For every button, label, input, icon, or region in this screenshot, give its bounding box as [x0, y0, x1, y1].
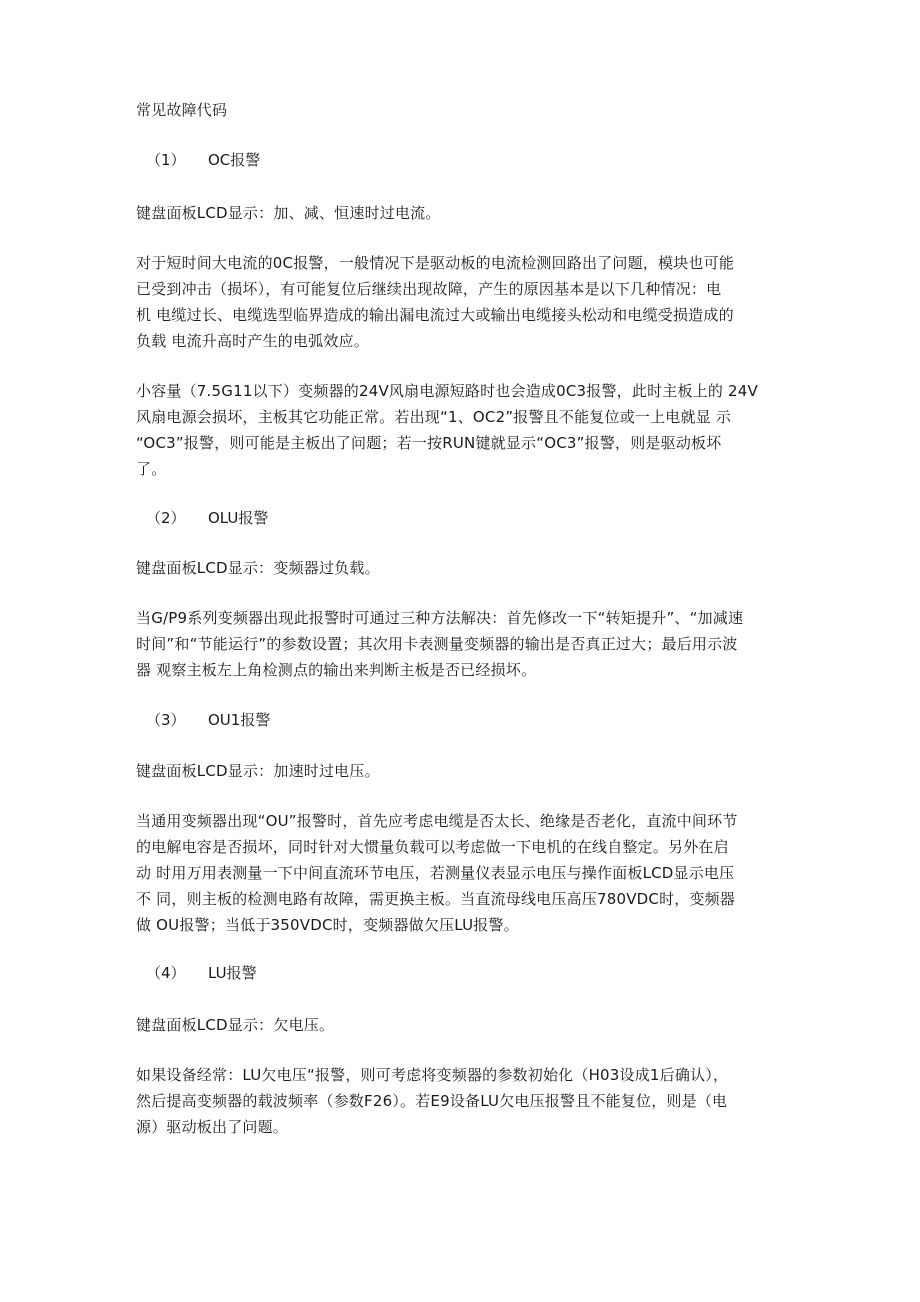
paragraph-line: 然后提高变频器的载波频率（参数F26）。若E9设备LU欠电压报警且不能复位，则是（电	[136, 1092, 728, 1110]
paragraph-line: 动 时用万用表测量一下中间直流环节电压，若测量仪表显示电压与操作面板LCD显示电压	[136, 864, 735, 882]
paragraph-line: 做 OU报警；当低于350VDC时，变频器做欠压LU报警。	[136, 916, 519, 934]
section-title: OLU报警	[208, 509, 269, 527]
paragraph-line: 源）驱动板出了问题。	[136, 1118, 289, 1136]
paragraph-line: 风扇电源会损坏，主板其它功能正常。若出现“1、OC2”报警且不能复位或一上电就显 示	[136, 408, 732, 426]
section-title: LU报警	[208, 964, 257, 982]
section-title: OC报警	[208, 151, 261, 169]
paragraph-line: 机 电缆过长、电缆选型临界造成的输出漏电流过大或输出电缆接头松动和电缆受损造成的	[136, 306, 734, 324]
paragraph-line: 对于短时间大电流的0C报警，一般情况下是驱动板的电流检测回路出了问题，模块也可能	[136, 254, 735, 272]
paragraph-line: “OC3”报警，则可能是主板出了问题；若一按RUN键就显示“OC3”报警，则是驱动板坏	[136, 434, 722, 452]
paragraph-line: 了。	[136, 460, 167, 478]
paragraph-line: 器 观察主板左上角检测点的输出来判断主板是否已经损坏。	[136, 661, 537, 679]
display-line: 键盘面板LCD显示：加速时过电压。	[136, 762, 380, 780]
paragraph-line: 当通用变频器出现“OU”报警时，首先应考虑电缆是否太长、绝缘是否老化，直流中间环节	[136, 812, 738, 830]
paragraph-line: 已受到冲击（损坏），有可能复位后继续出现故障，产生的原因基本是以下几种情况：电	[136, 280, 722, 298]
paragraph-line: 负载 电流升高时产生的电弧效应。	[136, 332, 369, 350]
display-line: 键盘面板LCD显示：变频器过负载。	[136, 559, 380, 577]
paragraph-line: 小容量（7.5G11以下）变频器的24V风扇电源短路时也会造成0C3报警，此时主板上的 24V	[136, 382, 758, 400]
section-number: （3）	[146, 711, 186, 729]
section-number: （4）	[146, 964, 186, 982]
paragraph-line: 如果设备经常：LU欠电压“报警，则可考虑将变频器的参数初始化（H03设成1后确认），	[136, 1066, 729, 1084]
section-number: （2）	[146, 509, 186, 527]
paragraph-line: 当G/P9系列变频器出现此报警时可通过三种方法解决：首先修改一下“转矩提升”、“加减速	[136, 609, 744, 627]
paragraph-line: 的电解电容是否损坏，同时针对大惯量负载可以考虑做一下电机的在线自整定。另外在启	[136, 838, 729, 856]
display-line: 键盘面板LCD显示：欠电压。	[136, 1016, 335, 1034]
paragraph-line: 时间”和“节能运行”的参数设置；其次用卡表测量变频器的输出是否真正过大；最后用示波	[136, 635, 738, 653]
paragraph-line: 不 同，则主板的检测电路有故障，需更换主板。当直流母线电压高压780VDC时，变频器	[136, 890, 736, 908]
section-number: （1）	[146, 151, 186, 169]
section-title: OU1报警	[208, 711, 271, 729]
display-line: 键盘面板LCD显示：加、减、恒速时过电流。	[136, 204, 441, 222]
document-title: 常见故障代码	[136, 101, 228, 119]
